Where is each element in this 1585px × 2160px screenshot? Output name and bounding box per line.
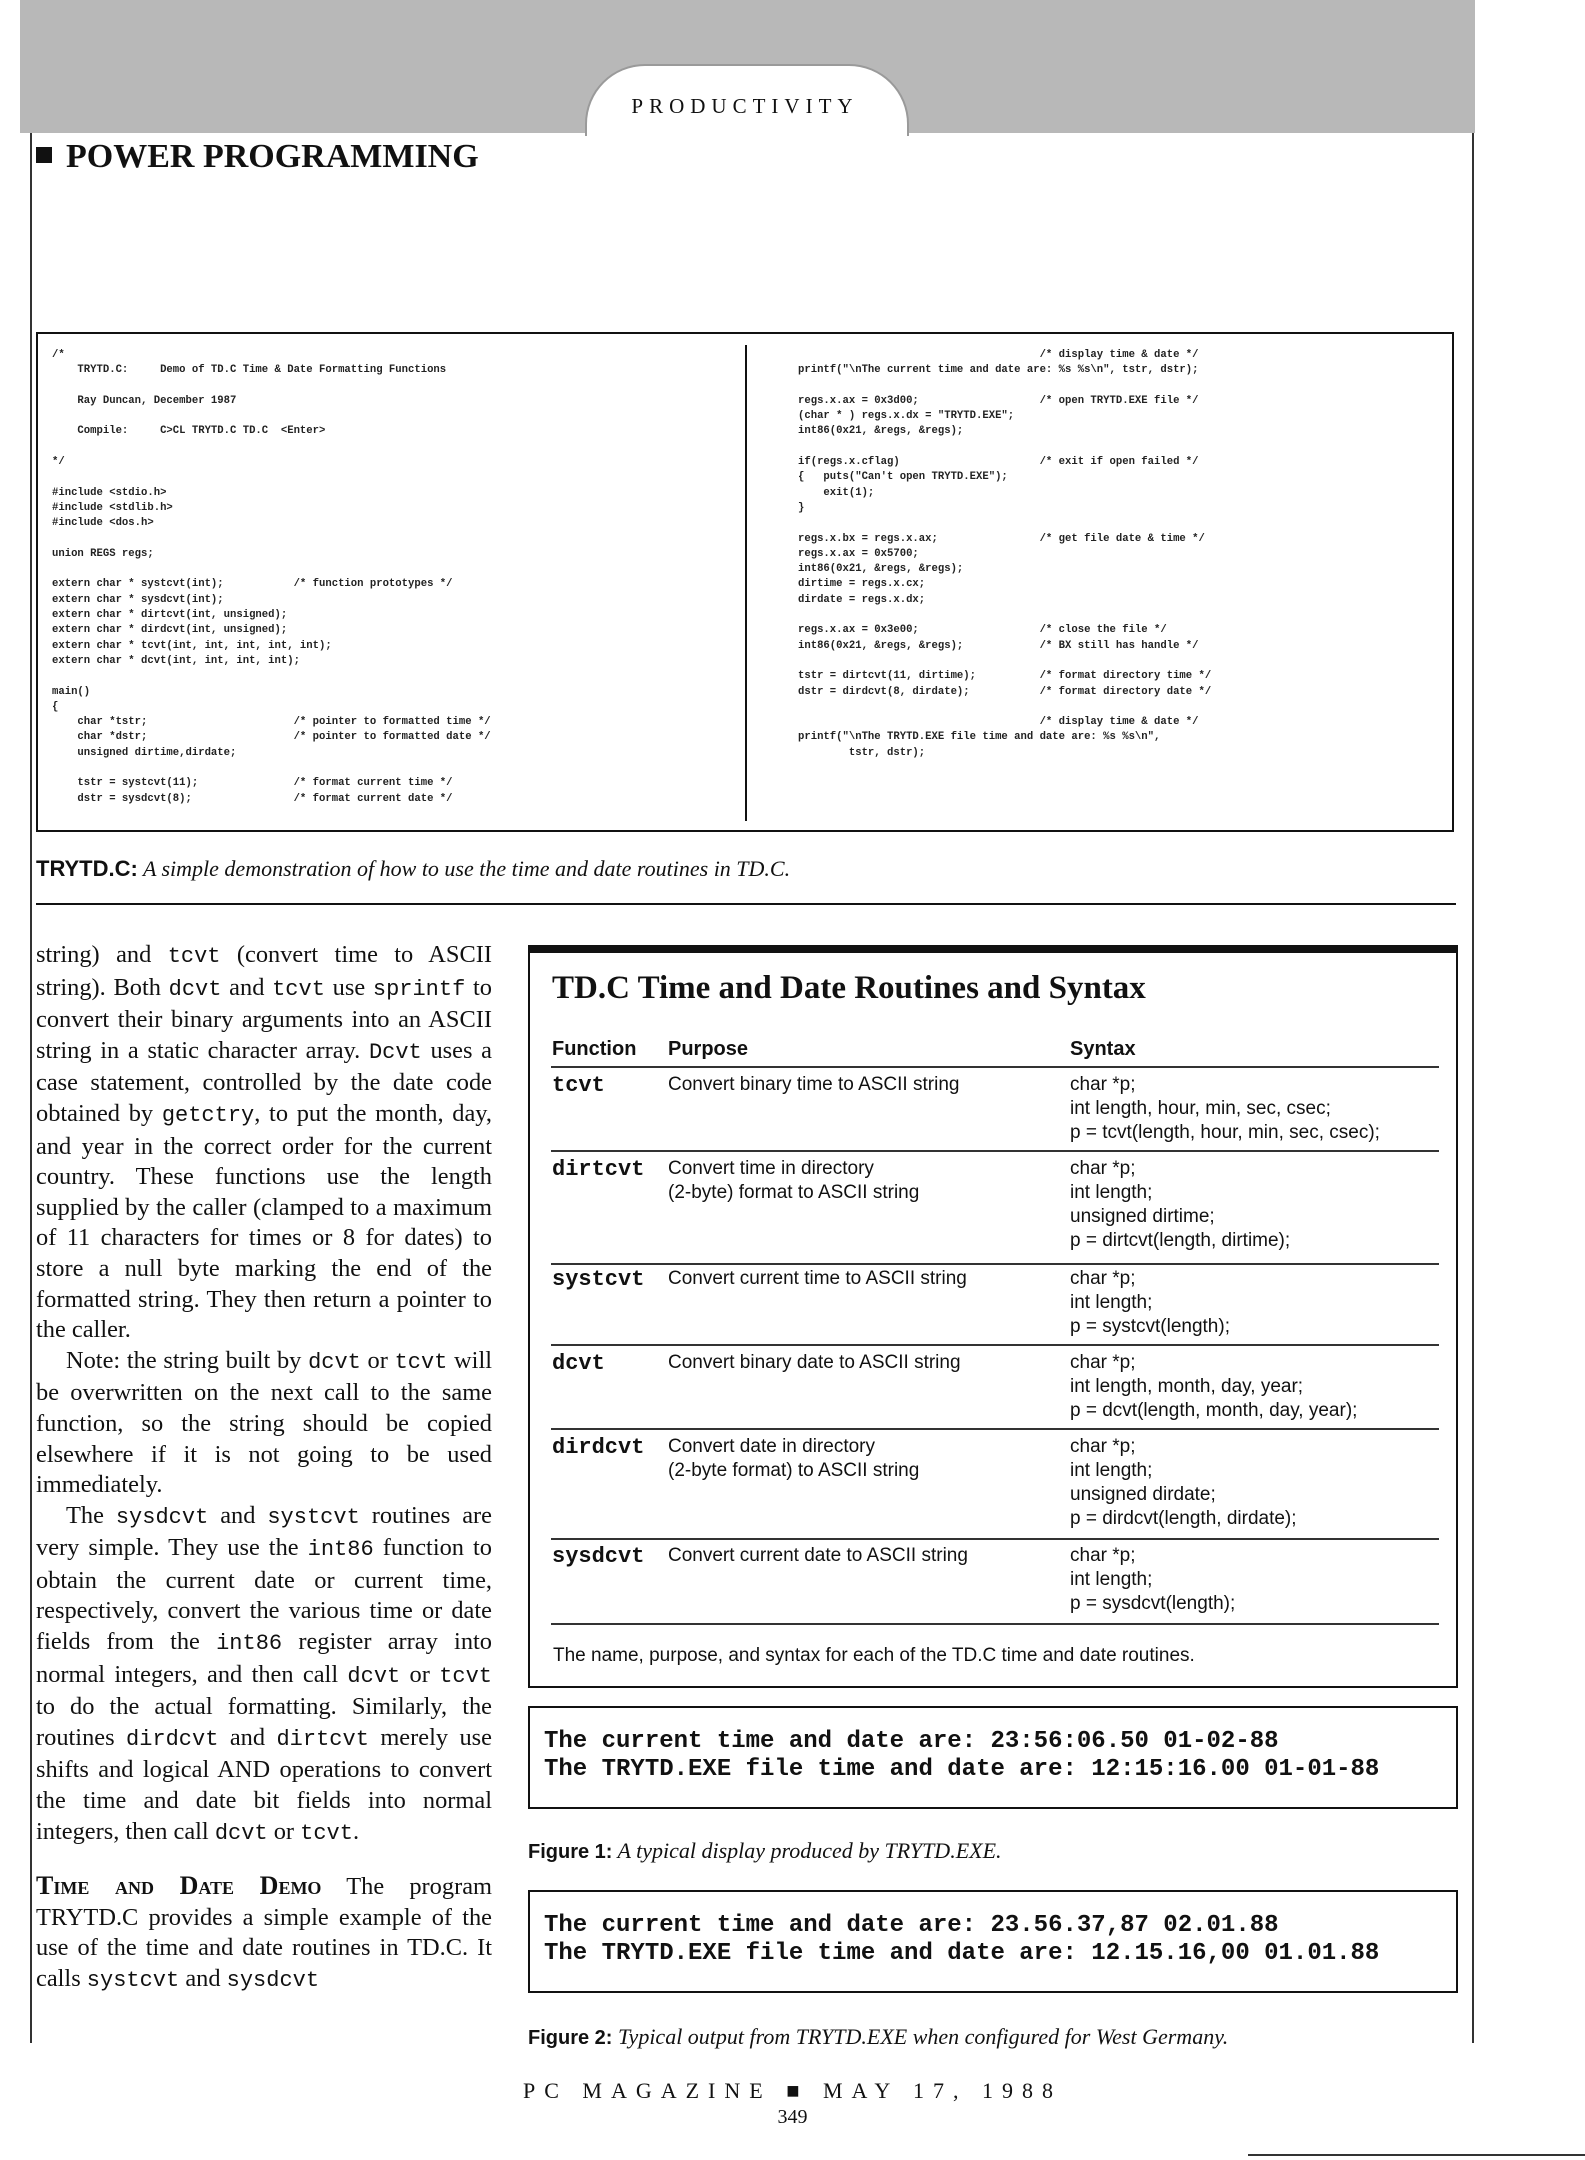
code-column-divider (745, 345, 747, 821)
section-header-text: POWER PROGRAMMING (66, 138, 479, 175)
section-tab-label: PRODUCTIVITY (631, 94, 859, 118)
table-row-purpose: Convert binary date to ASCII string (668, 1352, 961, 1373)
horizontal-rule (36, 903, 1456, 905)
table-header-function: Function (552, 1038, 637, 1060)
code-listing-left: /* TRYTD.C: Demo of TD.C Time & Date Formatting Functions Ray Duncan, December 1987 Compile: C>CL TRYTD.C TD.C <Enter> */ #include <stdio.h> #include <stdlib.h> #include <dos.h> union REGS regs; extern char * systcvt(int); /* function prototypes */ extern char * sysdcvt(int); extern char * dirtcvt(int, unsigned); extern char * dirdcvt(int, unsigned); extern char * tcvt(int, int, int, int, int); extern char * dcvt(int, int, int, int); main() { char *tstr; /* pointer to formatted time */ char *dstr; /* pointer to formatted date */ unsigned dirtime,dirdate; tstr = systcvt(11); /* format current time */ dstr = sysdcvt(8); /* format current date */ (52, 349, 491, 805)
code-caption-text: A simple demonstration of how to use the time and date routines in TD.C. (137, 856, 791, 881)
table-header-syntax: Syntax (1070, 1038, 1136, 1060)
table-row-purpose: Convert binary time to ASCII string (668, 1074, 960, 1095)
table-rule (551, 1344, 1439, 1346)
code-listing-right: /* display time & date */ printf("\nThe current time and date are: %s %s\n", tstr, dstr); regs.x.ax = 0x3d00; /* open TRYTD.EXE file */ (char * ) regs.x.dx = "TRYTD.EXE"; int86(0x21, &regs, &regs); if(regs.x.cflag) /* exit if open failed */ { puts("Can't open TRYTD.EXE"); exit(1); } regs.x.bx = regs.x.ax; /* get file date & time */ regs.x.ax = 0x5700; int86(0x21, &regs, &regs); dirtime = regs.x.cx; dirdate = regs.x.dx; regs.x.ax = 0x3e00; /* close the file */ int86(0x21, &regs, &regs); /* BX still has handle */ tstr = dirtcvt(11, dirtime); /* format directory time */ dstr = dirdcvt(8, dirdate); /* format directory date */ /* display time & date */ printf("\nThe TRYTD.EXE file time and date are: %s %s\n", tstr, dstr); (798, 349, 1212, 759)
table-row-syntax: char *p; int length; p = sysdcvt(length); (1070, 1545, 1236, 1614)
table-row-purpose: Convert time in directory (2-byte) format to ASCII string (668, 1158, 920, 1203)
section-header (36, 138, 479, 176)
table-rule (551, 1150, 1439, 1152)
paragraph: string) and tcvt (convert time to ASCII string). Both dcvt and tcvt use sprintf to convert their binary arguments into an ASCII string in a static character array. Dcvt uses a case statement, controlled by the date code obtained by getctry, to put the month, day, and year in the correct order for the current country. These functions use the length supplied by the caller (clamped to a maximum of 11 characters for times or 8 for dates) to store a null byte marking the end of the formatted string. They then return a pointer to the caller. (36, 941, 492, 1344)
table-row-purpose: Convert date in directory (2-byte format) to ASCII string (668, 1436, 920, 1481)
table-row-function: systcvt (552, 1267, 645, 1292)
table-row-purpose: Convert current date to ASCII string (668, 1545, 968, 1566)
table-row-function: sysdcvt (552, 1544, 645, 1569)
table-header-purpose: Purpose (668, 1038, 749, 1060)
table-row-syntax: char *p; int length, month, day, year; p = dcvt(length, month, day, year); (1070, 1352, 1358, 1421)
corner-rule (1248, 2154, 1585, 2156)
table-rule (551, 1428, 1439, 1430)
table-rule (551, 1538, 1439, 1540)
table-row-function: dcvt (552, 1351, 605, 1376)
table-row-function: dirdcvt (552, 1435, 645, 1460)
paragraph: The sysdcvt and systcvt routines are very simple. They use the int86 function to obtain the current date or current time, respectively, convert the various time or date fields from the int86 register array into normal integers, and then call dcvt or tcvt to do the actual formatting. Similarly, the routines dirdcvt and dirtcvt merely use shifts and logical AND operations to convert the time and date bit fields into normal integers, then call dcvt or tcvt. (36, 1501, 493, 1846)
page-number: 349 (777, 2106, 808, 2128)
table-row-function: tcvt (552, 1073, 605, 1098)
subhead: Time and Date Demo (36, 1871, 322, 1901)
table-rule (551, 1066, 1439, 1068)
code-caption (36, 856, 790, 882)
table-rule (551, 1263, 1439, 1265)
figure2-caption: Figure 2: Typical output from TRYTD.EXE when configured for West Germany. (528, 2024, 1229, 2049)
code-caption-label: TRYTD.C: (36, 856, 138, 881)
figure2-output: The current time and date are: 23.56.37,87 02.01.88 The TRYTD.EXE file time and date are: 12.15.16,00 01.01.88 (544, 1912, 1380, 1967)
figure1-output: The current time and date are: 23:56:06.50 01-02-88 The TRYTD.EXE file time and date are: 12:15:16.00 01-01-88 (544, 1728, 1380, 1783)
table-row-syntax: char *p; int length; unsigned dirdate; p = dirdcvt(length, dirdate); (1070, 1436, 1297, 1529)
table-title: TD.C Time and Date Routines and Syntax (552, 970, 1146, 1006)
table-row-purpose: Convert current time to ASCII string (668, 1268, 967, 1289)
table-row-syntax: char *p; int length, hour, min, sec, csec; p = tcvt(length, hour, min, sec, csec); (1070, 1074, 1380, 1143)
table-row-syntax: char *p; int length; unsigned dirtime; p = dirtcvt(length, dirtime); (1070, 1158, 1291, 1251)
square-bullet-icon (36, 147, 52, 163)
table-row-function: dirtcvt (552, 1157, 645, 1182)
table-rule (551, 1623, 1439, 1625)
magazine-footer: PC MAGAZINE ■ MAY 17, 1988 (522, 2078, 1062, 2103)
figure1-caption: Figure 1: A typical display produced by TRYTD.EXE. (528, 1838, 1002, 1863)
paragraph: Time and Date Demo The program TRYTD.C provides a simple example of the use of the time and date routines in TD.C. It calls systcvt and sysdcvt (36, 1871, 492, 1993)
table-row-syntax: char *p; int length; p = systcvt(length); (1070, 1268, 1230, 1337)
table-caption: The name, purpose, and syntax for each of the TD.C time and date routines. (553, 1645, 1195, 1666)
article-body (36, 940, 492, 1997)
paragraph: Note: the string built by dcvt or tcvt will be overwritten on the next call to the same function, so the string should be copied elsewhere if it is not going to be used immediately. (36, 1346, 492, 1499)
